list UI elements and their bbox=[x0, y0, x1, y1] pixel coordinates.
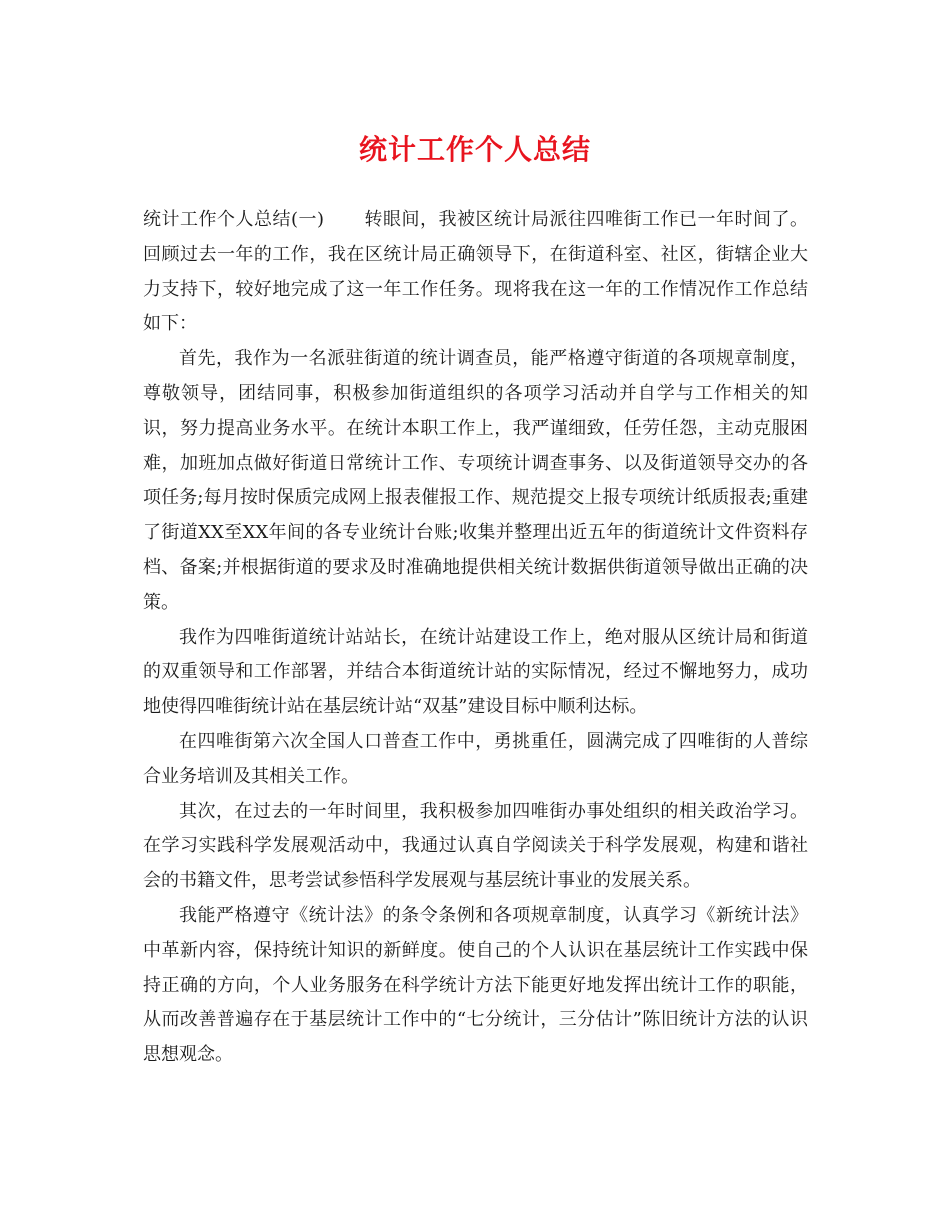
paragraph-intro-text: 转眼间，我被区统计局派往四唯街工作已一年时间了。回顾过去一年的工作，我在区统计局正确领导下，在街道科室、社区，街辖企业大力支持下，较好地完成了这一年工作任务。现将我在这一年的工作情况作工作总结如下： bbox=[143, 209, 808, 335]
document-title: 统计工作个人总结 bbox=[358, 133, 591, 166]
paragraph: 其次，在过去的一年时间里，我积极参加四唯街办事处组织的相关政治学习。在学习实践科学发展观活动中，我通过认真自学阅读关于科学发展观，构建和谐社会的书籍文件，思考尝试参悟科学发展观与基层统计事业的发展关系。 bbox=[143, 800, 808, 892]
paragraph: 我能严格遵守《统计法》的条令条例和各项规章制度，认真学习《新统计法》中革新内容，保持统计知识的新鲜度。使自己的个人认识在基层统计工作实践中保持正确的方向，个人业务服务在科学统计方法下能更好地发挥出统计工作的职能，从而改善普遍存在于基层统计工作中的“七分统计，三分估计”陈旧统计方法的认识思想观念。 bbox=[143, 904, 808, 1066]
document-body bbox=[143, 203, 808, 1073]
paragraph: 在四唯街第六次全国人口普查工作中，勇挑重任，圆满完成了四唯街的人普综合业务培训及其相关工作。 bbox=[143, 730, 808, 787]
paragraph: 我作为四唯街道统计站站长，在统计站建设工作上，绝对服从区统计局和街道的双重领导和工作部署，并结合本街道统计站的实际情况，经过不懈地努力，成功地使得四唯街统计站在基层统计站“双基”建设目标中顺利达标。 bbox=[143, 626, 808, 718]
section-heading: 统计工作个人总结(一) bbox=[143, 209, 325, 230]
paragraph-intro bbox=[143, 203, 808, 342]
paragraph: 首先，我作为一名派驻街道的统计调查员，能严格遵守街道的各项规章制度，尊敬领导，团结同事，积极参加街道组织的各项学习活动并自学与工作相关的知识，努力提高业务水平。在统计本职工作上，我严谨细致，任劳任怨，主动克服困难，加班加点做好街道日常统计工作、专项统计调查事务、以及街道领导交办的各项任务;每月按时保质完成网上报表催报工作、规范提交上报专项统计纸质报表;重建了街道XX至XX年间的各专业统计台账;收集并整理出近五年的街道统计文件资料存档、备案;并根据街道的要求及时准确地提供相关统计数据供街道领导做出正确的决策。 bbox=[143, 348, 808, 613]
